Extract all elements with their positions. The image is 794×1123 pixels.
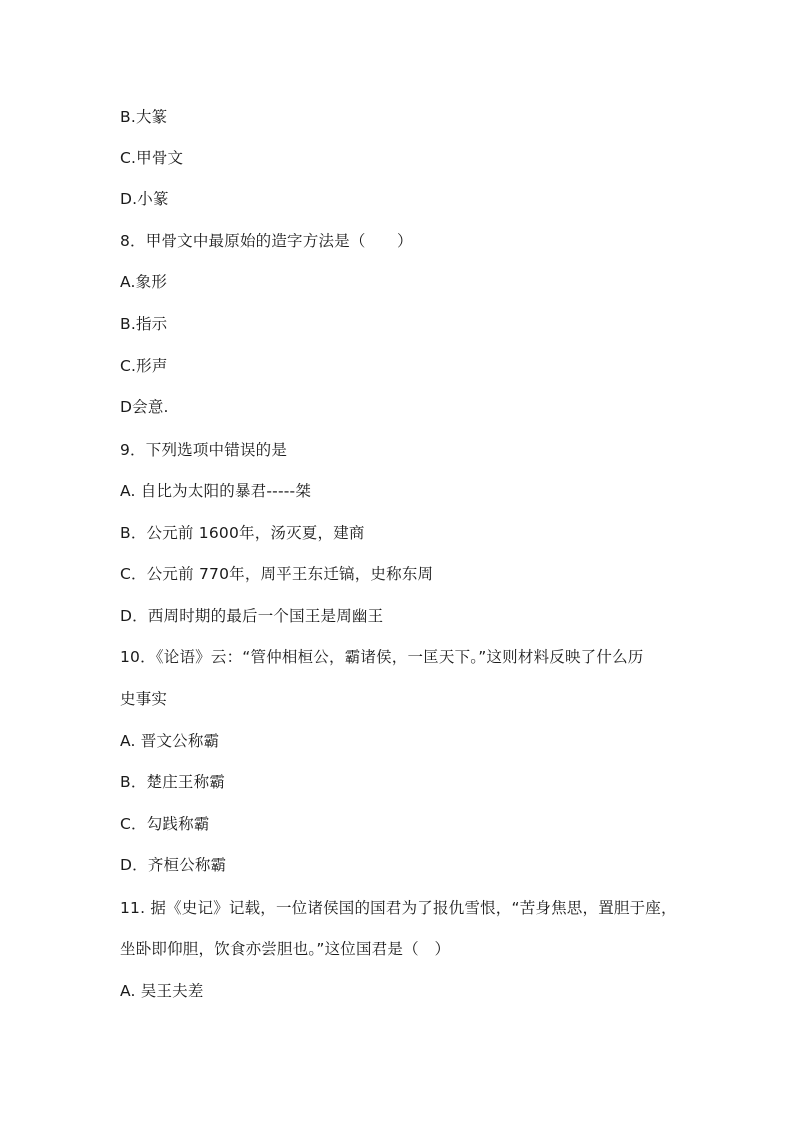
- question-9: 9．下列选项中错误的是: [120, 441, 288, 459]
- question-11-line-1: 11. 据《史记》记载，一位诸侯国的国君为了报仇雪恨，“苦身焦思，置胆于座，: [120, 899, 677, 917]
- option-b-q10: B．楚庄王称霸: [120, 773, 226, 791]
- option-d-q7: D.小篆: [120, 190, 169, 208]
- option-b-q8: B.指示: [120, 315, 168, 333]
- option-b-q7: B.大篆: [120, 108, 168, 126]
- question-10-line-1: 10．《论语》云：“管仲相桓公，霸诸侯，一匡天下。”这则材料反映了什么历: [120, 648, 644, 666]
- question-11-line-2: 坐卧即仰胆，饮食亦尝胆也。”这位国君是（ ）: [120, 940, 451, 958]
- option-c-q10: C．勾践称霸: [120, 815, 210, 833]
- option-d-q8: D会意.: [120, 398, 169, 416]
- option-c-q9: C．公元前 770年，周平王东迁镐，史称东周: [120, 565, 434, 583]
- option-b-q9: B．公元前 1600年，汤灭夏，建商: [120, 524, 365, 542]
- option-c-q8: C.形声: [120, 357, 168, 375]
- option-d-q10: D．齐桓公称霸: [120, 856, 227, 874]
- question-10-line-2: 史事实: [120, 690, 168, 708]
- option-a-q8: A.象形: [120, 273, 168, 291]
- option-a-q11: A. 吴王夫差: [120, 982, 204, 1000]
- option-c-q7: C.甲骨文: [120, 149, 184, 167]
- option-a-q9: A. 自比为太阳的暴君-----桀: [120, 482, 312, 500]
- option-a-q10: A. 晋文公称霸: [120, 732, 220, 750]
- question-8: 8．甲骨文中最原始的造字方法是（ ）: [120, 232, 413, 250]
- option-d-q9: D．西周时期的最后一个国王是周幽王: [120, 607, 384, 625]
